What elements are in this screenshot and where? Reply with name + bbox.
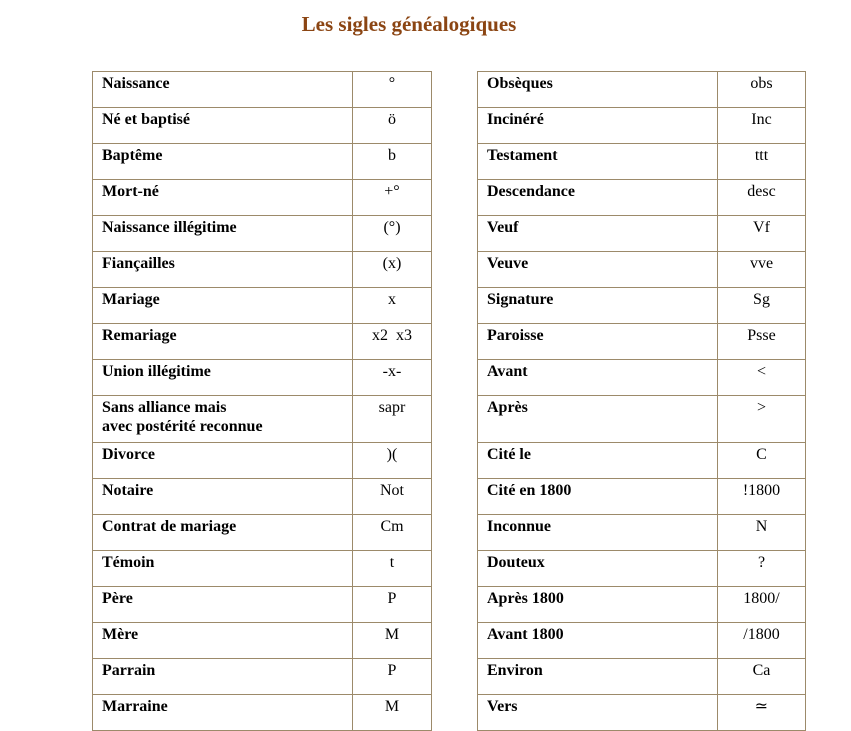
row-sigle: M xyxy=(353,623,432,659)
row-sigle: sapr xyxy=(353,396,432,443)
row-sigle: ö xyxy=(353,108,432,144)
row-sigle: > xyxy=(718,396,806,443)
row-sigle: (x) xyxy=(353,252,432,288)
row-label: Veuve xyxy=(478,252,718,288)
table-row xyxy=(93,144,432,180)
table-row xyxy=(478,108,806,144)
row-label-line1: Sans alliance mais xyxy=(102,399,227,416)
row-label: Mariage xyxy=(93,288,353,324)
table-row xyxy=(93,587,432,623)
row-label: Après xyxy=(478,396,718,443)
page-title: Les sigles généalogiques xyxy=(301,12,517,36)
table-row xyxy=(478,144,806,180)
row-label: Remariage xyxy=(93,324,353,360)
row-sigle: Vf xyxy=(718,216,806,252)
row-sigle: Psse xyxy=(718,324,806,360)
table-row xyxy=(93,443,432,479)
table-row xyxy=(93,324,432,360)
row-sigle: x2 x3 xyxy=(353,324,432,360)
row-label: Avant 1800 xyxy=(478,623,718,659)
row-sigle: t xyxy=(353,551,432,587)
row-label: Naissance xyxy=(93,72,353,108)
table-row xyxy=(93,72,432,108)
row-label: Naissance illégitime xyxy=(93,216,353,252)
row-label: Baptême xyxy=(93,144,353,180)
row-sigle: M xyxy=(353,695,432,731)
table-row xyxy=(93,479,432,515)
row-label: Fiançailles xyxy=(93,252,353,288)
row-label: Contrat de mariage xyxy=(93,515,353,551)
row-sigle: P xyxy=(353,587,432,623)
table-row xyxy=(478,216,806,252)
row-sigle: (°) xyxy=(353,216,432,252)
row-sigle: Cm xyxy=(353,515,432,551)
row-sigle: b xyxy=(353,144,432,180)
row-sigle: /1800 xyxy=(718,623,806,659)
table-row xyxy=(93,659,432,695)
row-sigle: -x- xyxy=(353,360,432,396)
row-label: Après 1800 xyxy=(478,587,718,623)
table-row xyxy=(478,72,806,108)
row-label: Inconnue xyxy=(478,515,718,551)
row-label xyxy=(93,396,353,443)
row-sigle: x xyxy=(353,288,432,324)
row-label: Testament xyxy=(478,144,718,180)
table-row xyxy=(478,443,806,479)
row-label: Incinéré xyxy=(478,108,718,144)
table-row xyxy=(478,252,806,288)
row-sigle: C xyxy=(718,443,806,479)
row-label: Mort-né xyxy=(93,180,353,216)
table-row xyxy=(93,695,432,731)
row-sigle: +° xyxy=(353,180,432,216)
row-sigle: < xyxy=(718,360,806,396)
table-row xyxy=(478,396,806,443)
table-row xyxy=(478,360,806,396)
left-sigles-table xyxy=(92,71,432,731)
row-label: Notaire xyxy=(93,479,353,515)
row-sigle: ° xyxy=(353,72,432,108)
table-row xyxy=(93,515,432,551)
row-label: Douteux xyxy=(478,551,718,587)
row-label: Paroisse xyxy=(478,324,718,360)
row-label: Marraine xyxy=(93,695,353,731)
table-row xyxy=(93,180,432,216)
row-label: Descendance xyxy=(478,180,718,216)
row-sigle: ttt xyxy=(718,144,806,180)
table-row xyxy=(478,324,806,360)
row-label: Parrain xyxy=(93,659,353,695)
table-row xyxy=(93,216,432,252)
table-row xyxy=(93,288,432,324)
row-sigle: P xyxy=(353,659,432,695)
row-sigle: vve xyxy=(718,252,806,288)
row-sigle: ≃ xyxy=(718,695,806,731)
table-row xyxy=(93,252,432,288)
table-row xyxy=(93,108,432,144)
row-sigle: Sg xyxy=(718,288,806,324)
table-row xyxy=(478,659,806,695)
row-sigle: )( xyxy=(353,443,432,479)
table-row xyxy=(93,396,432,443)
right-sigles-table xyxy=(477,71,806,731)
table-row xyxy=(478,180,806,216)
table-row xyxy=(93,623,432,659)
row-label: Cité le xyxy=(478,443,718,479)
row-label: Témoin xyxy=(93,551,353,587)
table-row xyxy=(478,623,806,659)
row-sigle: desc xyxy=(718,180,806,216)
row-label-line2: avec postérité reconnue xyxy=(102,418,263,435)
row-sigle: Ca xyxy=(718,659,806,695)
row-sigle: N xyxy=(718,515,806,551)
table-row xyxy=(478,288,806,324)
table-row xyxy=(478,479,806,515)
row-label: Vers xyxy=(478,695,718,731)
row-label: Mère xyxy=(93,623,353,659)
row-label: Veuf xyxy=(478,216,718,252)
table-row xyxy=(478,695,806,731)
row-sigle: 1800/ xyxy=(718,587,806,623)
row-sigle: !1800 xyxy=(718,479,806,515)
row-label: Union illégitime xyxy=(93,360,353,396)
row-label: Divorce xyxy=(93,443,353,479)
row-sigle: Inc xyxy=(718,108,806,144)
row-label: Cité en 1800 xyxy=(478,479,718,515)
row-label: Obsèques xyxy=(478,72,718,108)
row-label: Né et baptisé xyxy=(93,108,353,144)
row-sigle: obs xyxy=(718,72,806,108)
table-row xyxy=(478,551,806,587)
row-label: Avant xyxy=(478,360,718,396)
row-label: Père xyxy=(93,587,353,623)
row-sigle: ? xyxy=(718,551,806,587)
table-row xyxy=(478,515,806,551)
table-row xyxy=(93,360,432,396)
row-label: Signature xyxy=(478,288,718,324)
row-label: Environ xyxy=(478,659,718,695)
row-sigle: Not xyxy=(353,479,432,515)
table-row xyxy=(93,551,432,587)
table-row xyxy=(478,587,806,623)
